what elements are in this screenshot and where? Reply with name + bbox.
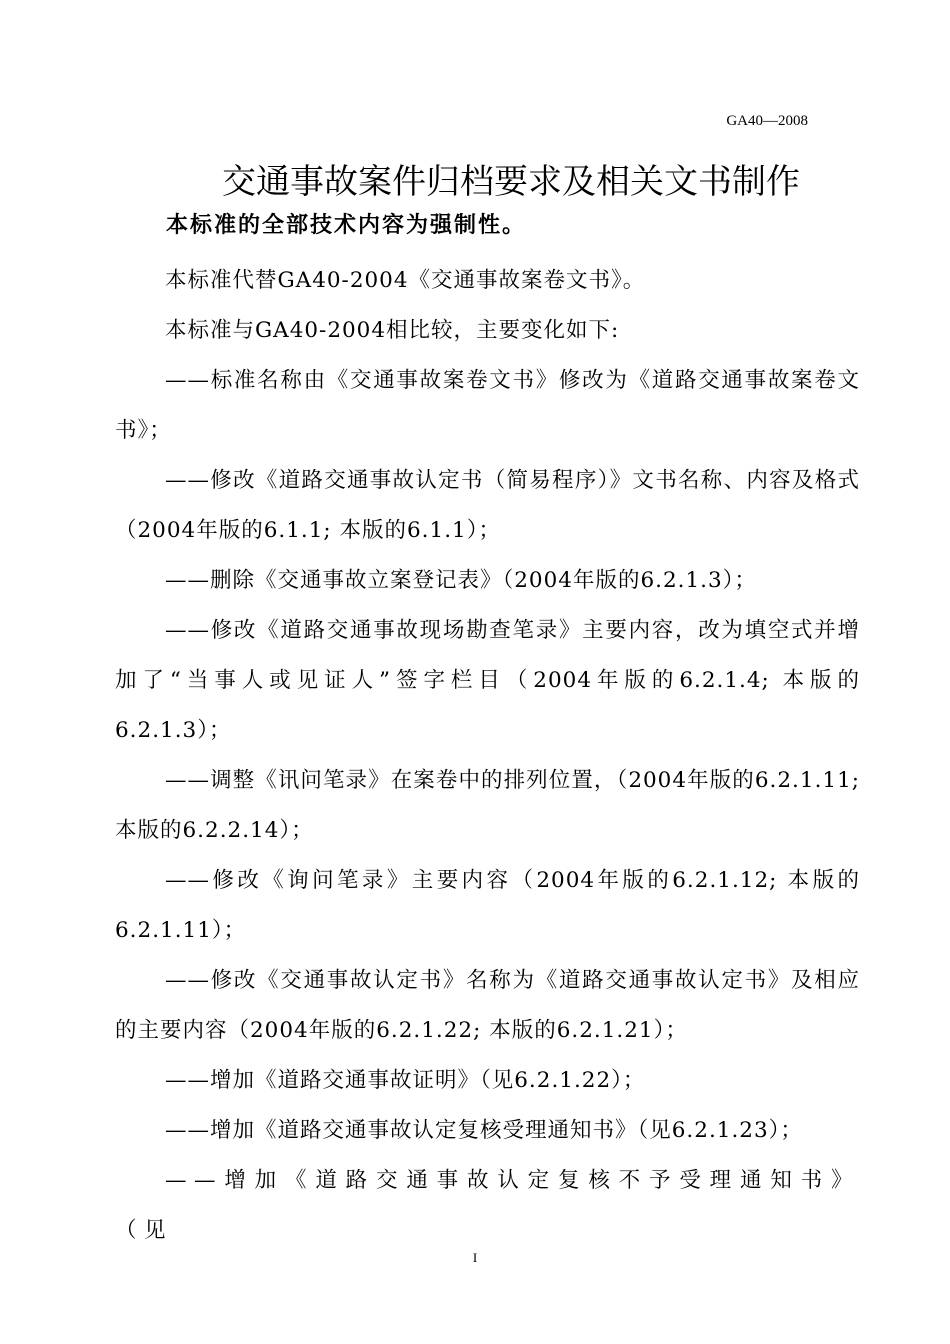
change-item: ——修改《道路交通事故认定书（简易程序）》文书名称、内容及格式（2004年版的6.1.1; 本版的6.1.1）； xyxy=(115,468,860,543)
mandatory-statement: 本标准的全部技术内容为强制性。 xyxy=(166,212,527,238)
change-item: ——修改《询问笔录》主要内容（2004年版的6.2.1.12; 本版的6.2.1.11）； xyxy=(115,868,860,943)
paragraph: 本标准代替GA40-2004《交通事故案卷文书》。 xyxy=(165,268,646,293)
body-text xyxy=(115,256,860,1256)
change-item: ——调整《讯问笔录》在案卷中的排列位置，（2004年版的6.2.1.11; 本版的6.2.2.14）； xyxy=(115,768,860,843)
document-title: 交通事故案件归档要求及相关文书制作 xyxy=(222,162,800,202)
change-item: ——增加《道路交通事故认定复核不予受理通知书》（见 xyxy=(115,1168,860,1243)
change-item: ——修改《交通事故认定书》名称为《道路交通事故认定书》及相应的主要内容（2004年版的6.2.1.22; 本版的6.2.1.21）； xyxy=(115,968,860,1043)
change-item: ——修改《道路交通事故现场勘查笔录》主要内容，改为填空式并增加了“当事人或见证人”签字栏目（2004年版的6.2.1.4; 本版的6.2.1.3）； xyxy=(115,618,860,743)
paragraph: 本标准与GA40-2004相比较，主要变化如下: xyxy=(165,318,620,343)
standard-code: GA40—2008 xyxy=(726,113,808,129)
change-item: ——标准名称由《交通事故案卷文书》修改为《道路交通事故案卷文书》； xyxy=(115,368,860,443)
page-number: I xyxy=(472,1250,478,1265)
change-item: ——增加《道路交通事故认定复核受理通知书》（见6.2.1.23）； xyxy=(165,1118,803,1143)
change-item: ——增加《道路交通事故证明》（见6.2.1.22）； xyxy=(165,1068,646,1093)
change-item: ——删除《交通事故立案登记表》（2004年版的6.2.1.3）； xyxy=(165,568,757,593)
